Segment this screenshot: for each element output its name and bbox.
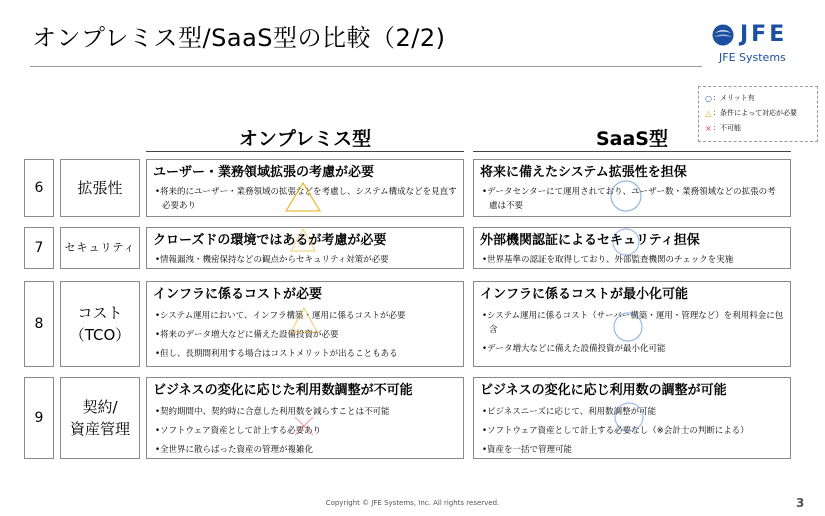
legend-label: ：条件によって対応が必要 xyxy=(713,109,797,117)
company-logo xyxy=(712,22,812,70)
cell-bullet: •情報漏洩・機密保持などの観点からセキュリティ対策が必要 xyxy=(155,255,389,265)
column-header-saas: SaaS型 xyxy=(473,124,791,152)
cell-bullet: •システム運用に係るコスト（サーバー構築・運用・管理など）を利用料金に包含 xyxy=(482,311,784,335)
cell-bullet: •将来的にユーザー・業務領域の拡張などを考慮し、システム構成などを見直す必要あり xyxy=(155,187,457,211)
row-number: 6 xyxy=(24,159,54,217)
cell-heading: ユーザー・業務領域拡張の考慮が必要 xyxy=(153,165,375,180)
row-label-line: コスト xyxy=(77,304,123,322)
cell-heading: ビジネスの変化に応じ利用数の調整が可能 xyxy=(480,383,727,398)
row-number: 9 xyxy=(24,377,54,459)
row-label-line: 資産管理 xyxy=(69,420,130,438)
legend-item-merit xyxy=(704,91,812,106)
onprem-cell xyxy=(146,281,464,367)
row-number: 7 xyxy=(24,227,54,269)
cell-bullet: •システム運用において、インフラ構築・運用に係るコストが必要 xyxy=(155,311,406,321)
cell-bullet: •ソフトウェア資産として計上する必要なし（※会計士の判断による） xyxy=(482,426,749,436)
cell-bullet: •将来のデータ増大などに備えた設備投資が必要 xyxy=(155,330,339,340)
cell-bullet: •但し、長期間利用する場合はコストメリットが出ることもある xyxy=(155,349,398,359)
page-number: 3 xyxy=(796,496,805,510)
cell-heading: 将来に備えたシステム拡張性を担保 xyxy=(480,165,687,180)
onprem-cell xyxy=(146,227,464,269)
circle-icon: ○ xyxy=(705,94,712,103)
cell-bullet: •ビジネスニーズに応じて、利用数調整が可能 xyxy=(482,407,657,417)
row-label-line: 契約/ xyxy=(82,398,118,416)
copyright-footer: Copyright © JFE Systems, Inc. All rights reserved. xyxy=(325,499,500,507)
cell-bullet: •ソフトウェア資産として計上する必要あり xyxy=(155,426,322,436)
cell-heading: クローズドの環境ではあるが考慮が必要 xyxy=(153,233,387,248)
cross-icon: × xyxy=(705,124,712,133)
cell-heading: インフラに係るコストが最小化可能 xyxy=(480,287,689,302)
column-header-onprem: オンプレミス型 xyxy=(146,124,464,152)
cell-heading: インフラに係るコストが必要 xyxy=(153,287,323,302)
cell-heading: 外部機関認証によるセキュリティ担保 xyxy=(480,233,700,248)
saas-cell xyxy=(473,159,791,217)
jfe-logo-icon xyxy=(712,24,734,46)
saas-cell xyxy=(473,227,791,269)
cell-bullet: •世界基準の認証を取得しており、外部監査機関のチェックを実施 xyxy=(482,255,734,265)
saas-cell xyxy=(473,377,791,459)
row-number: 8 xyxy=(24,281,54,367)
cell-heading: ビジネスの変化に応じた利用数調整が不可能 xyxy=(153,383,413,398)
page-title: オンプレミス型/SaaS型の比較（2/2) xyxy=(32,24,446,52)
row-label xyxy=(60,377,140,459)
cell-bullet: •全世界に散らばった資産の管理が複雑化 xyxy=(155,445,314,455)
cell-bullet: •契約期間中、契約時に合意した利用数を減らすことは不可能 xyxy=(155,407,390,417)
row-label-line: （TCO） xyxy=(69,326,131,344)
logo-brand: JFE xyxy=(740,22,788,47)
title-divider xyxy=(30,66,702,67)
row-label xyxy=(60,281,140,367)
row-label: セキュリティ xyxy=(60,227,140,269)
legend-item-conditional xyxy=(704,106,812,121)
logo-subtitle: JFE Systems xyxy=(719,51,786,64)
cell-bullet: •資産を一括で管理可能 xyxy=(482,445,573,455)
onprem-cell xyxy=(146,377,464,459)
onprem-cell xyxy=(146,159,464,217)
cell-bullet: •データ増大などに備えた設備投資が最小化可能 xyxy=(482,344,666,354)
triangle-icon: △ xyxy=(705,109,712,118)
legend-label: ：メリット有 xyxy=(713,94,755,102)
legend-label: ：不可能 xyxy=(713,124,741,132)
row-label: 拡張性 xyxy=(60,159,140,217)
saas-cell xyxy=(473,281,791,367)
cell-bullet: •データセンターにて運用されており、ユーザー数・業務領域などの拡張の考慮は不要 xyxy=(482,187,776,211)
